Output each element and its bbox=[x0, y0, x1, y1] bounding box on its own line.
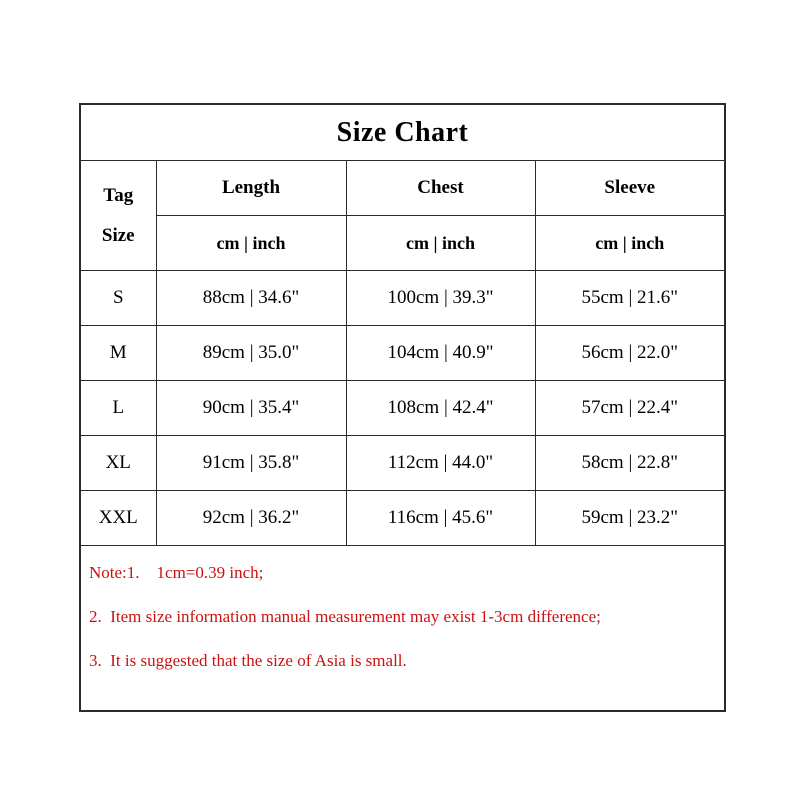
column-header-sleeve: Sleeve bbox=[535, 161, 725, 216]
chest-value: 104cm | 40.9" bbox=[346, 326, 535, 381]
length-value: 90cm | 35.4" bbox=[156, 381, 346, 436]
unit-header-length: cm | inch bbox=[156, 216, 346, 271]
column-header-length: Length bbox=[156, 161, 346, 216]
sleeve-value: 57cm | 22.4" bbox=[535, 381, 725, 436]
notes-section bbox=[80, 546, 725, 712]
chest-value: 112cm | 44.0" bbox=[346, 436, 535, 491]
length-value: 89cm | 35.0" bbox=[156, 326, 346, 381]
chest-value: 100cm | 39.3" bbox=[346, 271, 535, 326]
notes-cell bbox=[80, 546, 725, 712]
size-label: XXL bbox=[80, 491, 156, 546]
table-row-s bbox=[80, 271, 725, 326]
size-label: S bbox=[80, 271, 156, 326]
chest-value: 108cm | 42.4" bbox=[346, 381, 535, 436]
chest-value: 116cm | 45.6" bbox=[346, 491, 535, 546]
size-label: M bbox=[80, 326, 156, 381]
sleeve-value: 58cm | 22.8" bbox=[535, 436, 725, 491]
table-row-xl bbox=[80, 436, 725, 491]
table-row-xxl bbox=[80, 491, 725, 546]
note-line-2: 2. Item size information manual measurement may exist 1-3cm difference; bbox=[89, 607, 601, 626]
length-value: 88cm | 34.6" bbox=[156, 271, 346, 326]
tag-size-header-line1: Tag bbox=[103, 184, 134, 206]
table-row-m bbox=[80, 326, 725, 381]
size-chart-container bbox=[79, 103, 724, 712]
size-chart-table bbox=[79, 103, 726, 712]
note-line-1: Note:1. 1cm=0.39 inch; bbox=[89, 563, 264, 582]
length-value: 91cm | 35.8" bbox=[156, 436, 346, 491]
size-label: L bbox=[80, 381, 156, 436]
unit-header-sleeve: cm | inch bbox=[535, 216, 725, 271]
unit-header-chest: cm | inch bbox=[346, 216, 535, 271]
sleeve-value: 55cm | 21.6" bbox=[535, 271, 725, 326]
sleeve-value: 59cm | 23.2" bbox=[535, 491, 725, 546]
table-row-l bbox=[80, 381, 725, 436]
size-chart-title: Size Chart bbox=[80, 104, 725, 161]
size-label: XL bbox=[80, 436, 156, 491]
column-header-chest: Chest bbox=[346, 161, 535, 216]
sleeve-value: 56cm | 22.0" bbox=[535, 326, 725, 381]
note-line-3: 3. It is suggested that the size of Asia is small. bbox=[89, 651, 407, 670]
tag-size-header-line2: Size bbox=[101, 224, 135, 246]
length-value: 92cm | 36.2" bbox=[156, 491, 346, 546]
tag-size-header bbox=[80, 161, 156, 271]
